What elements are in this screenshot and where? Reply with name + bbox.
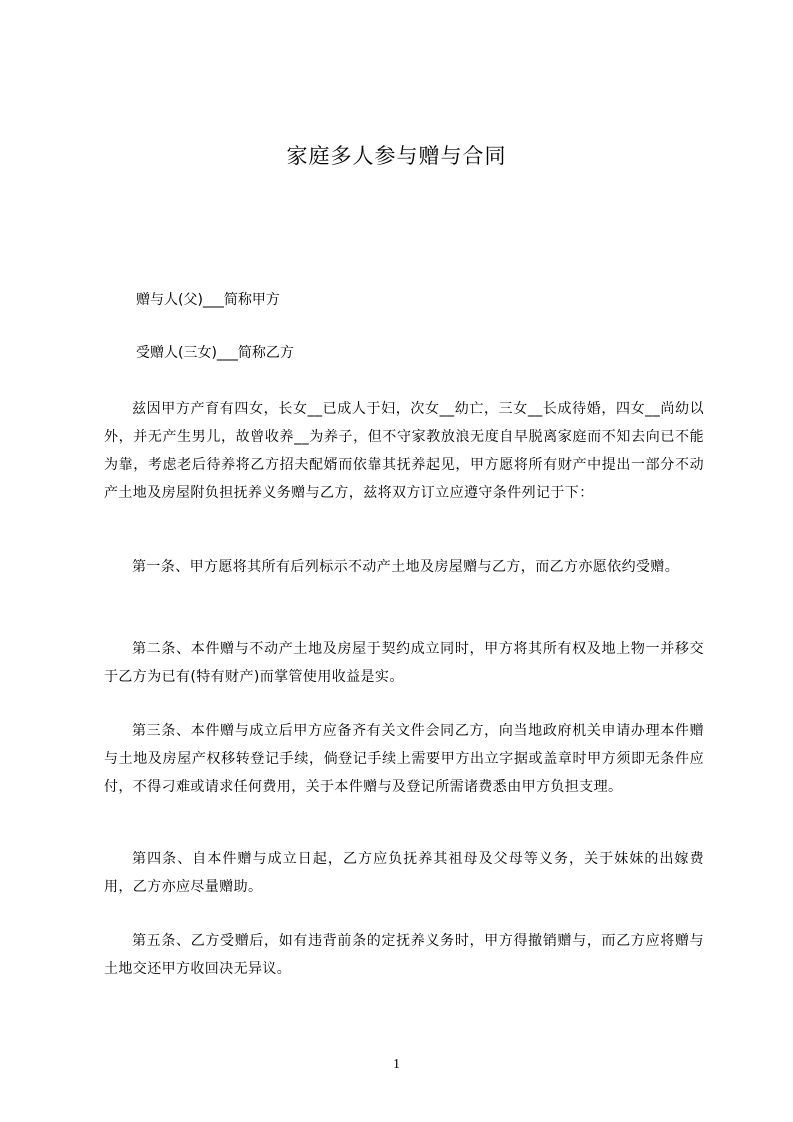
intro-paragraph: 兹因甲方产育有四女，长女__已成人于妇，次女__幼亡，三女__长成待婚，四女__尚幼以外，并无产生男儿，故曾收养__为养子，但不守家教放浪无度自早脱离家庭而不知去向已不能为靠，考虑老后待养将乙方招夫配婿而依靠其抚养起见，甲方愿将所有财产中提出一部分不动产土地及房屋附负担抚养义务赠与乙方，兹将双方订立应遵守条件列记于下： <box>104 401 704 501</box>
document-title: 家庭多人参与赠与合同 <box>286 144 507 168</box>
article-2: 第二条、本件赠与不动产土地及房屋于契约成立同时，甲方将其所有权及地上物一并移交于乙方为已有(特有财产)而掌管使用收益是实。 <box>104 641 704 685</box>
article-4: 第四条、自本件赠与成立日起，乙方应负抚养其祖母及父母等义务，关于妹妹的出嫁费用，乙方亦应尽量赠助。 <box>104 851 704 895</box>
party-b-line: 受赠人(三女)___简称乙方 <box>136 345 294 361</box>
page-number: 1 <box>393 1057 400 1072</box>
article-1: 第一条、甲方愿将其所有后列标示不动产土地及房屋赠与乙方，而乙方亦愿依约受赠。 <box>132 559 680 575</box>
article-3: 第三条、本件赠与成立后甲方应备齐有关文件会同乙方，向当地政府机关申请办理本件赠与土地及房屋产权移转登记手续，倘登记手续上需要甲方出立字据或盖章时甲方须即无条件应付，不得刁难或请求任何费用，关于本件赠与及登记所需诸费悉由甲方负担支理。 <box>104 723 704 795</box>
article-5: 第五条、乙方受赠后，如有违背前条的定抚养义务时，甲方得撤销赠与，而乙方应将赠与土地交还甲方收回决无异议。 <box>104 933 704 977</box>
party-a-line: 赠与人(父)___简称甲方 <box>136 292 280 308</box>
